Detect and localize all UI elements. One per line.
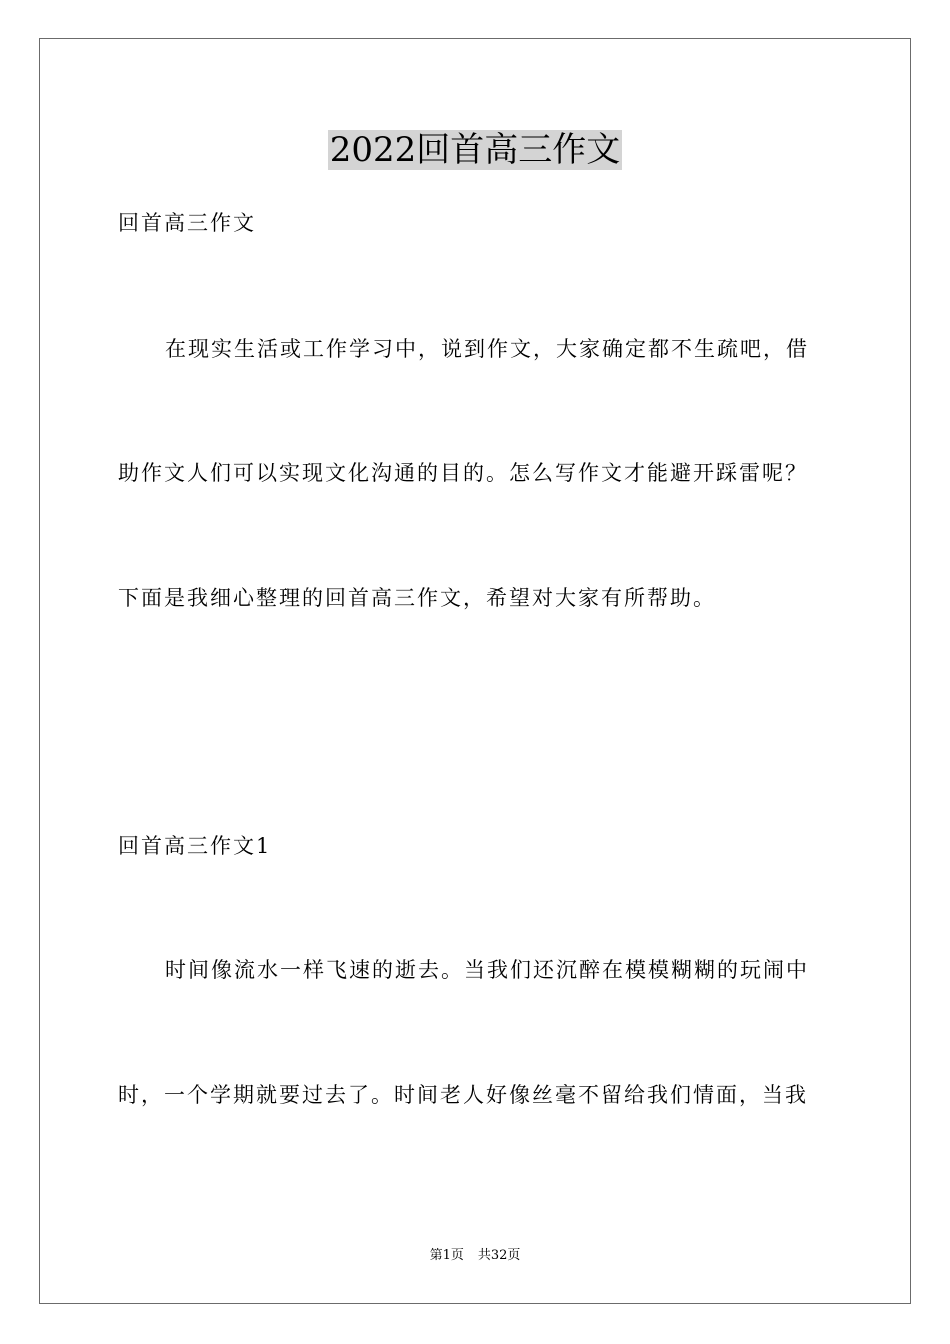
subtitle-line: 回首高三作文 (118, 211, 256, 235)
paragraph-line: 助作文人们可以实现文化沟通的目的。怎么写作文才能避开踩雷呢？ (118, 461, 808, 485)
paragraph-line: 在现实生活或工作学习中，说到作文，大家确定都不生疏吧，借 (165, 337, 809, 361)
paragraph-line: 时间像流水一样飞速的逝去。当我们还沉醉在模模糊糊的玩闹中 (165, 958, 809, 982)
paragraph-line: 时，一个学期就要过去了。时间老人好像丝毫不留给我们情面，当我 (118, 1083, 808, 1107)
section-heading: 回首高三作文1 (118, 834, 272, 858)
page-number: 第1页 (429, 1248, 464, 1263)
document-title-text: 2022回首高三作文 (329, 130, 621, 170)
document-title (0, 128, 950, 172)
page-total: 共32页 (477, 1248, 521, 1263)
paragraph-line: 下面是我细心整理的回首高三作文，希望对大家有所帮助。 (118, 586, 716, 610)
page-footer (0, 1247, 950, 1265)
